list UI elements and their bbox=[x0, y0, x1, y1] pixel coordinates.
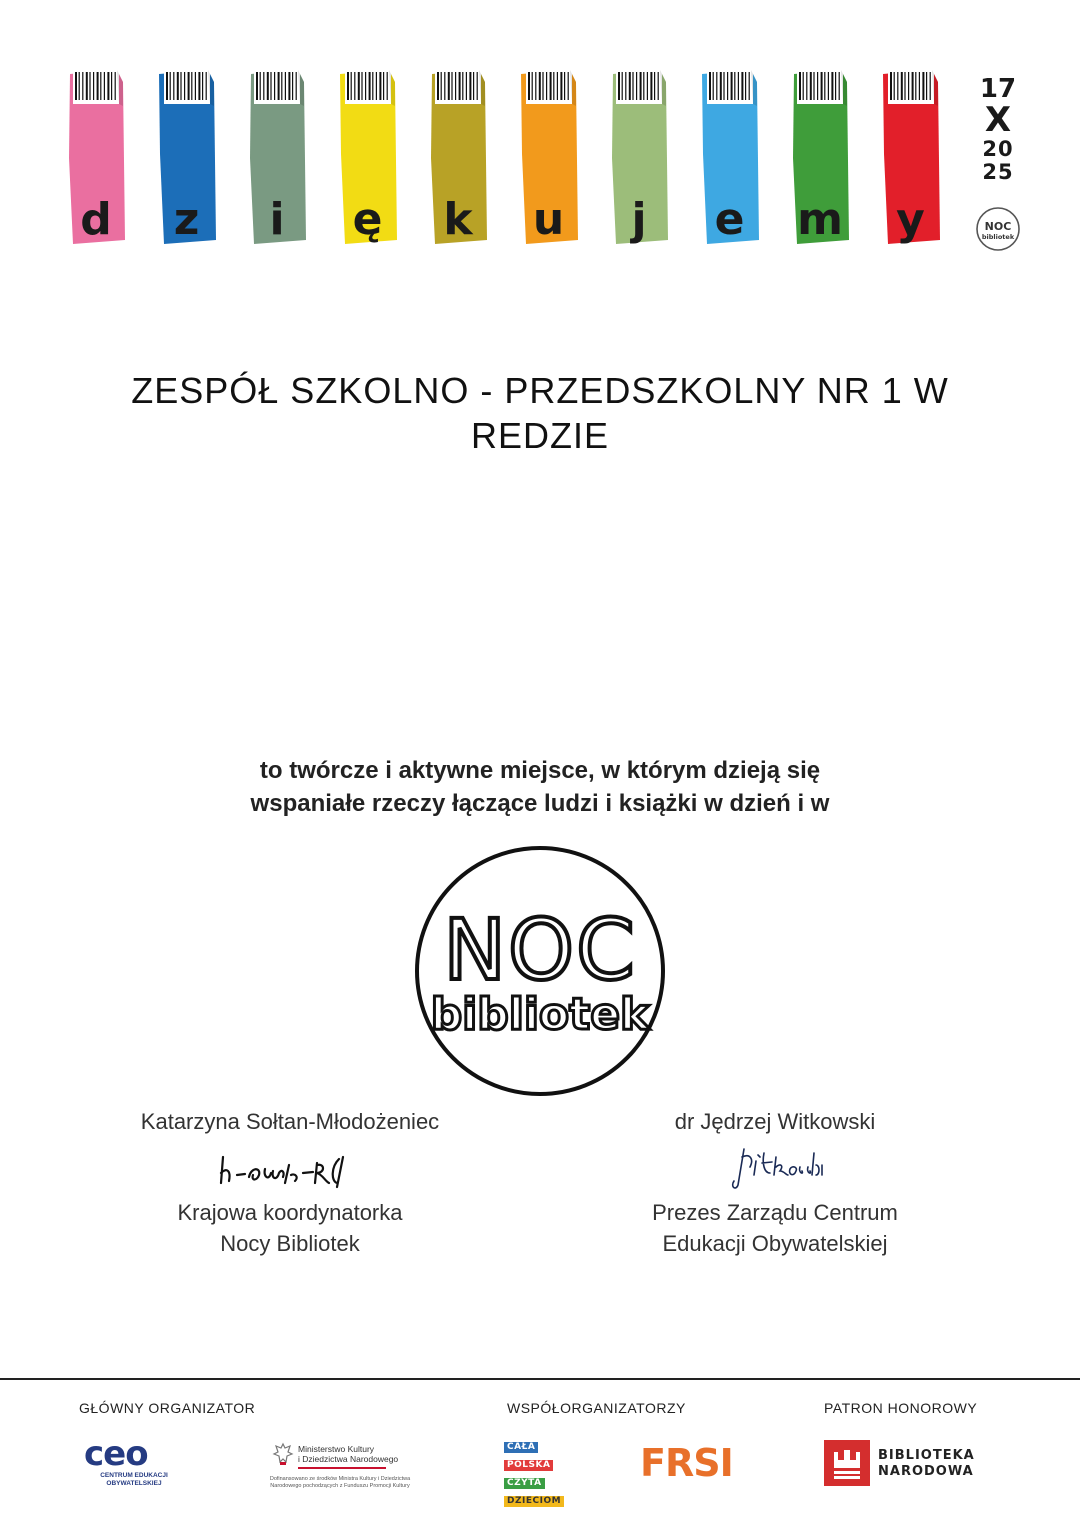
eagle-emblem-icon bbox=[272, 1442, 294, 1466]
date-day: 17 bbox=[979, 74, 1017, 104]
signer-name-right: dr Jędrzej Witkowski bbox=[674, 1109, 876, 1134]
book-letter-7: j bbox=[631, 194, 647, 245]
event-date bbox=[972, 76, 1024, 184]
biblioteka-narodowa-logo bbox=[824, 1440, 984, 1486]
cpcd-row-3: CZYTA bbox=[504, 1478, 545, 1489]
signature-right bbox=[600, 1106, 950, 1259]
ceo-logo-word: ceo bbox=[84, 1434, 148, 1474]
noc-bibliotek-logo bbox=[414, 845, 666, 1097]
book-5 bbox=[427, 66, 489, 248]
ministry-name-2: i Dziedzictwa Narodowego bbox=[298, 1454, 399, 1464]
book-3 bbox=[246, 66, 308, 248]
book-7 bbox=[608, 66, 670, 248]
signer-name-left: Katarzyna Sołtan-Młodożeniec bbox=[140, 1109, 440, 1134]
book-letter-6: u bbox=[532, 194, 565, 245]
bn-line-2: NARODOWA bbox=[878, 1464, 974, 1479]
handwritten-signature-left bbox=[215, 1147, 365, 1191]
date-year-bottom: 25 bbox=[982, 160, 1014, 184]
label-main-organizer: GŁÓWNY ORGANIZATOR bbox=[79, 1400, 256, 1416]
handwritten-signature-right bbox=[720, 1147, 830, 1191]
ministry-funding-note bbox=[250, 1476, 430, 1490]
footer-divider bbox=[0, 1378, 1080, 1380]
bn-crown-icon bbox=[824, 1440, 870, 1486]
ceo-logo-sub2: OBYWATELSKIEJ bbox=[106, 1480, 162, 1487]
book-8 bbox=[699, 66, 761, 248]
ministry-note-1: Dofinansowano ze środków Ministra Kultury i Dziedzictwa bbox=[269, 1476, 411, 1482]
label-co-organizers: WSPÓŁORGANIZATORZY bbox=[507, 1400, 686, 1416]
ministry-name-1: Ministerstwo Kultury bbox=[298, 1444, 375, 1454]
description-line-1: to twórcze i aktywne miejsce, w którym dzieją się bbox=[259, 757, 821, 784]
label-honorary-patron: PATRON HONOROWY bbox=[824, 1400, 978, 1416]
ministry-logo bbox=[250, 1440, 430, 1496]
book-6 bbox=[518, 66, 580, 248]
bibliotek-logo-word: bibliotek bbox=[430, 989, 650, 1040]
cpcd-row-1: CAŁA bbox=[504, 1442, 538, 1453]
book-letter-9: m bbox=[797, 194, 843, 245]
frsi-logo: FRSI bbox=[640, 1441, 733, 1485]
book-letter-5: k bbox=[443, 194, 473, 245]
description-line-2: wspaniałe rzeczy łączące ludzi i książki w dzień i w bbox=[250, 790, 830, 817]
recipient-name: ZESPÓŁ SZKOLNO - PRZEDSZKOLNY NR 1 W REDZIE bbox=[131, 370, 949, 456]
noc-logo-word: NOC bbox=[443, 901, 637, 999]
header-books bbox=[60, 66, 960, 252]
book-letter-4: ę bbox=[352, 194, 383, 245]
book-4 bbox=[337, 66, 399, 248]
cala-polska-czyta-dzieciom-logo bbox=[504, 1436, 566, 1506]
book-1 bbox=[65, 66, 127, 248]
mini-logo-line1: NOC bbox=[984, 220, 1012, 233]
date-year-top: 20 bbox=[982, 137, 1014, 161]
signer-role-left-1: Krajowa koordynatorka bbox=[177, 1200, 403, 1225]
book-9 bbox=[789, 66, 851, 248]
mini-noc-logo-icon bbox=[975, 206, 1021, 252]
signer-role-right-1: Prezes Zarządu Centrum bbox=[652, 1200, 898, 1225]
certificate-description bbox=[140, 754, 940, 820]
date-month: X bbox=[984, 100, 1012, 140]
book-2 bbox=[156, 66, 218, 248]
ministry-note-2: Narodowego pochodzących z Funduszu Promocji Kultury bbox=[270, 1483, 410, 1489]
book-letter-1: d bbox=[80, 194, 112, 245]
cpcd-row-4: DZIECIOM bbox=[504, 1496, 564, 1507]
book-letter-3: i bbox=[269, 194, 285, 245]
signature-left bbox=[120, 1106, 460, 1259]
signer-role-right-2: Edukacji Obywatelskiej bbox=[662, 1231, 888, 1256]
mini-logo-line2: bibliotek bbox=[981, 233, 1015, 241]
book-letter-2: z bbox=[173, 194, 200, 245]
bn-emblem bbox=[824, 1440, 870, 1486]
ceo-logo bbox=[82, 1436, 186, 1494]
book-letter-10: y bbox=[896, 194, 925, 245]
cpcd-row-2: POLSKA bbox=[504, 1460, 553, 1471]
ceo-logo-sub1: CENTRUM EDUKACJI bbox=[100, 1472, 168, 1479]
signer-role-left-2: Nocy Bibliotek bbox=[220, 1231, 360, 1256]
ministry-name bbox=[298, 1444, 398, 1464]
bn-text bbox=[878, 1448, 975, 1480]
book-10 bbox=[880, 66, 942, 248]
book-letter-8: e bbox=[714, 194, 745, 245]
bn-line-1: BIBLIOTEKA bbox=[878, 1448, 975, 1463]
ministry-bar bbox=[298, 1467, 386, 1469]
